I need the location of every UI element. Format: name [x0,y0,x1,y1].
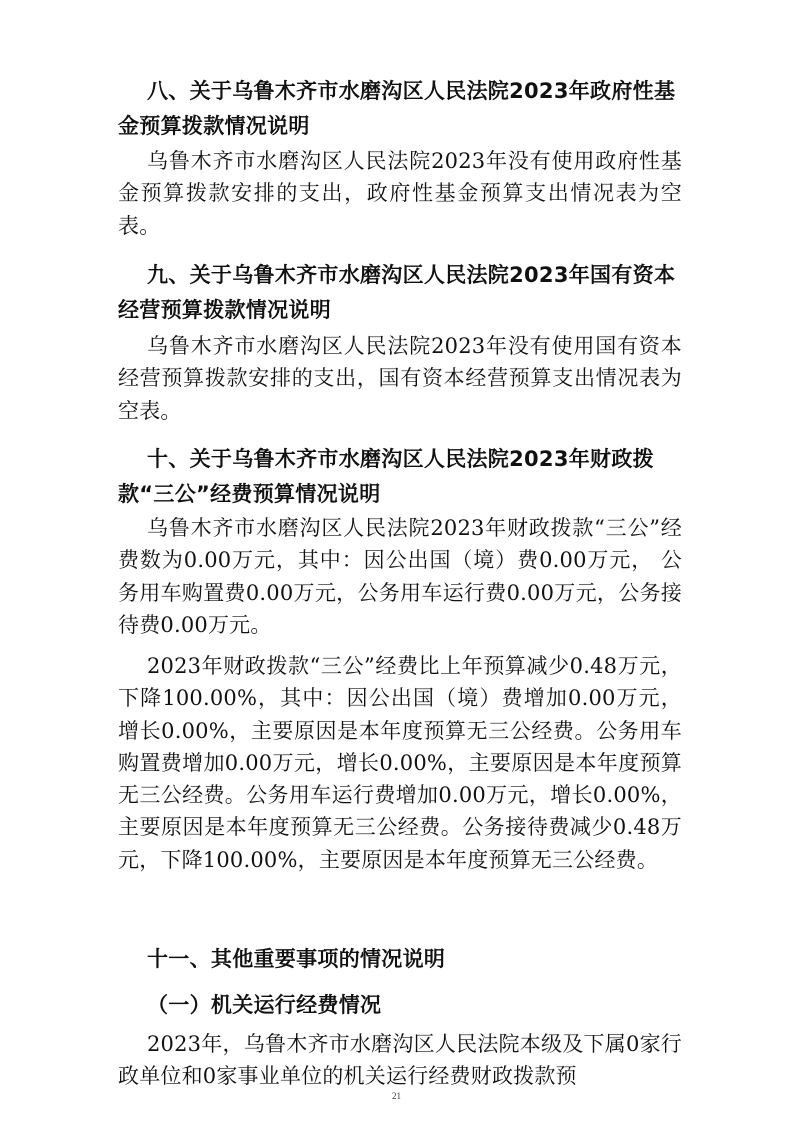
section-11-subheading [118,988,688,1023]
section-8-heading-text: 八、关于乌鲁木齐市水磨沟区人民法院2023年政府性基金预算拨款情况说明 [118,79,676,138]
section-8-heading [118,74,688,144]
section-9-body: 乌鲁木齐市水磨沟区人民法院2023年没有使用国有资本经营预算拨款安排的支出，国有资本经营预算支出情况表为空表。 [118,334,682,423]
section-8-body: 乌鲁木齐市水磨沟区人民法院2023年没有使用政府性基金预算拨款安排的支出，政府性基金预算支出情况表为空表。 [118,149,682,238]
section-11-body: 2023年，乌鲁木齐市水磨沟区人民法院本级及下属0家行政单位和0家事业单位的机关运行经费财政拨款预 [118,1032,682,1089]
section-9-heading-text: 九、关于乌鲁木齐市水磨沟区人民法院2023年国有资本经营预算拨款情况说明 [118,263,676,322]
page-number: 21 [392,1091,401,1101]
section-11-subheading-text: （一）机关运行经费情况 [147,993,382,1017]
section-11-heading [118,942,688,977]
section-10-paragraph-1: 乌鲁木齐市水磨沟区人民法院2023年财政拨款“三公”经费数为0.00万元，其中：因公出国（境）费0.00万元， 公务用车购置费0.00万元，公务用车运行费0.00万元，公务接待费0.00万元。 [118,516,682,637]
section-10-heading [118,442,688,512]
section-9-heading [118,258,688,328]
section-10-paragraph-2: 2023年财政拨款“三公”经费比上年预算减少0.48万元，下降100.00%，其中：因公出国（境）费增加0.00万元，增长0.00%，主要原因是本年度预算无三公经费。公务用车购置费增加0.00万元，增长0.00%，主要原因是本年度预算无三公经费。公务用车运行费增加0.00万元，增长0.00%，主要原因是本年度预算无三公经费。公务接待费减少0.48万元，下降100.00%，主要原因是本年度预算无三公经费。 [118,654,682,872]
section-10-heading-text: 十、关于乌鲁木齐市水磨沟区人民法院2023年财政拨款“三公”经费预算情况说明 [118,447,654,506]
section-11-heading-text: 十一、其他重要事项的情况说明 [147,947,446,971]
